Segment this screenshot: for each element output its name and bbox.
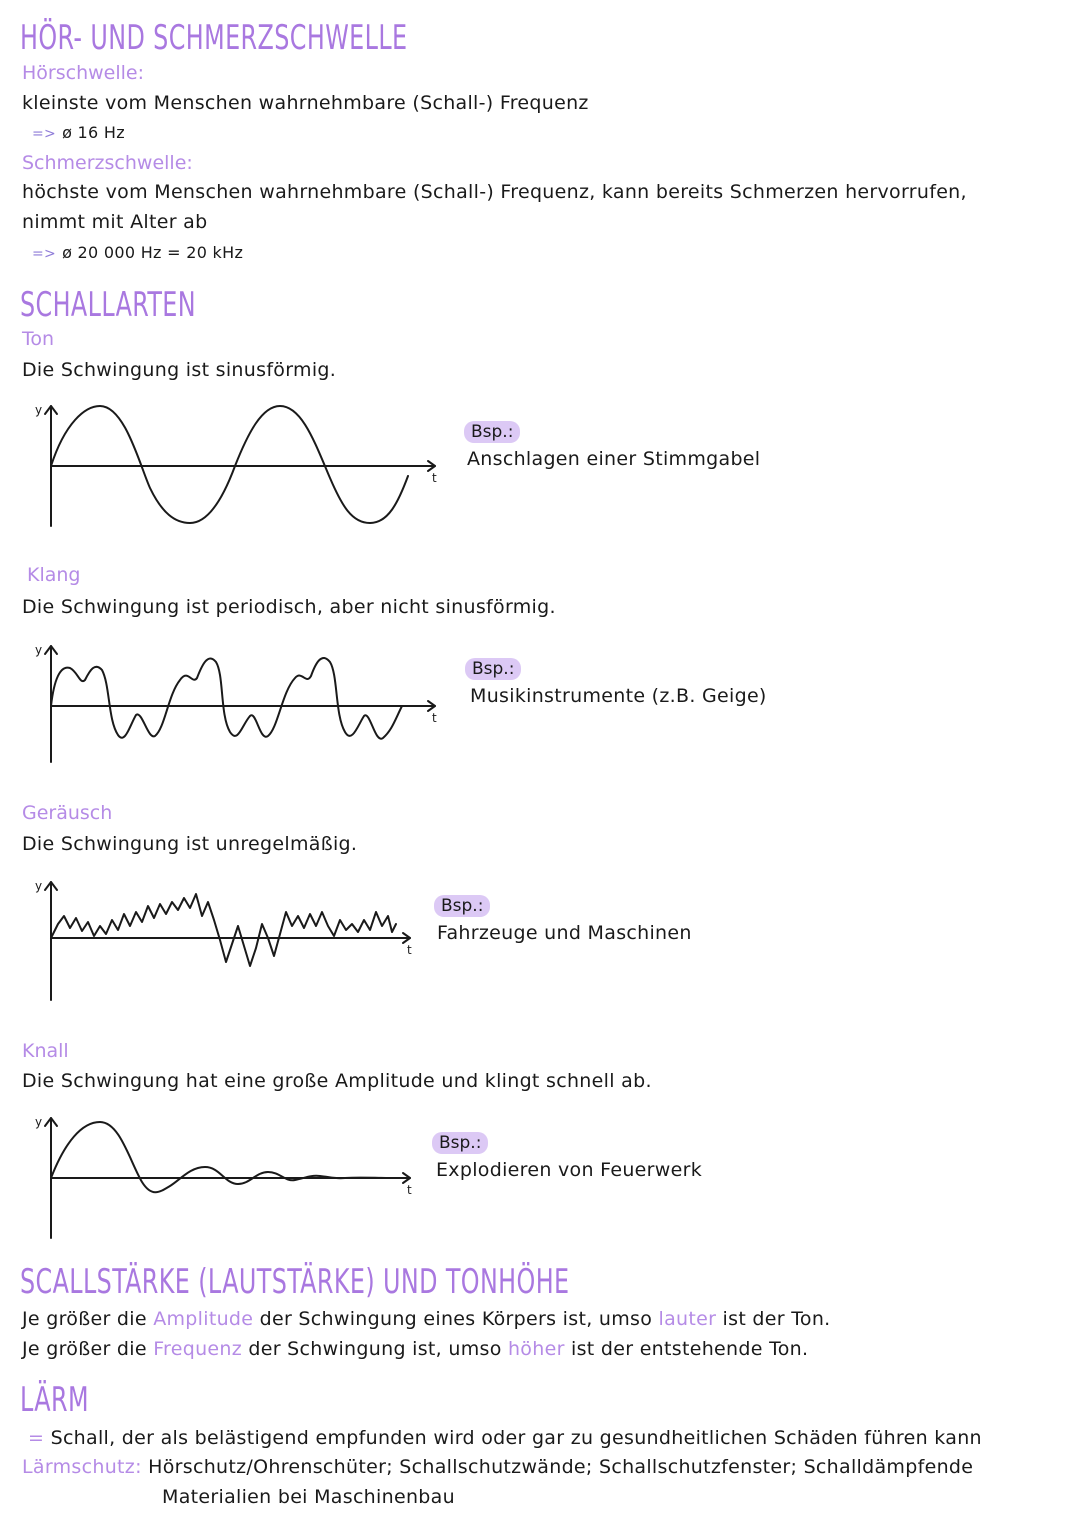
text-klang: Die Schwingung ist periodisch, aber nicht sinusförmig.	[22, 596, 556, 618]
wave-geraeusch	[51, 894, 396, 966]
wave-klang	[51, 658, 402, 739]
heading-hoer-schmerzschwelle: HÖR- UND SCHMERZSCHWELLE	[20, 18, 408, 58]
heading-schallarten: SCHALLARTEN	[20, 285, 196, 325]
wave-ton	[51, 406, 408, 523]
value-hoerschwelle	[32, 123, 125, 142]
text-schmerzschwelle-2: nimmt mit Alter ab	[22, 211, 208, 233]
highlight-frequenz: Frequenz	[153, 1338, 243, 1360]
text-ton: Die Schwingung ist sinusförmig.	[22, 359, 337, 381]
bsp-badge-geraeusch: Bsp.:	[434, 895, 490, 917]
wave-geraeusch-diagram	[30, 876, 430, 1004]
text-laermschutz-2: Materialien bei Maschinenbau	[162, 1486, 455, 1508]
label-laermschutz: Lärmschutz:	[22, 1456, 142, 1478]
equals-sign: =	[28, 1427, 45, 1449]
label-hoerschwelle: Hörschwelle:	[22, 62, 144, 84]
hoerschwelle-value: ø 16 Hz	[62, 123, 125, 142]
text-laerm-definition: = Schall, der als belästigend empfunden wird oder gar zu gesundheitlichen Schäden führen kann	[28, 1427, 982, 1449]
wave-ton-diagram	[30, 398, 450, 530]
t-axis-label: t	[407, 943, 412, 957]
text-knall: Die Schwingung hat eine große Amplitude und klingt schnell ab.	[22, 1070, 652, 1092]
label-geraeusch: Geräusch	[22, 802, 113, 824]
heading-laerm: LÄRM	[20, 1380, 89, 1420]
y-axis-label: y	[35, 1115, 43, 1129]
highlight-amplitude: Amplitude	[153, 1308, 254, 1330]
highlight-hoeher: höher	[507, 1338, 565, 1360]
example-klang: Musikinstrumente (z.B. Geige)	[470, 685, 767, 707]
arrow-icon: =>	[32, 246, 57, 262]
text-amplitude-line: Je größer die Amplitude der Schwingung eines Körpers ist, umso lauter ist der Ton.	[22, 1308, 831, 1330]
t-axis-label: t	[432, 471, 437, 485]
bsp-badge-ton: Bsp.:	[464, 421, 520, 443]
y-axis-label: y	[35, 879, 43, 893]
example-geraeusch: Fahrzeuge und Maschinen	[437, 922, 692, 944]
y-axis-label: y	[35, 403, 43, 417]
text-hoerschwelle: kleinste vom Menschen wahrnehmbare (Schall-) Frequenz	[22, 92, 589, 114]
text-geraeusch: Die Schwingung ist unregelmäßig.	[22, 833, 358, 855]
label-ton: Ton	[22, 328, 55, 350]
t-axis-label: t	[432, 711, 437, 725]
wave-knall-diagram	[30, 1112, 430, 1242]
text-schmerzschwelle-1: höchste vom Menschen wahrnehmbare (Schall-) Frequenz, kann bereits Schmerzen hervorrufen,	[22, 181, 967, 203]
example-knall: Explodieren von Feuerwerk	[436, 1159, 703, 1181]
wave-knall	[51, 1122, 390, 1192]
label-klang: Klang	[27, 564, 81, 586]
wave-klang-diagram	[30, 640, 450, 766]
schmerzschwelle-value: ø 20 000 Hz = 20 kHz	[62, 243, 244, 262]
example-ton: Anschlagen einer Stimmgabel	[467, 448, 761, 470]
arrow-icon: =>	[32, 126, 57, 142]
label-knall: Knall	[22, 1040, 69, 1062]
bsp-badge-klang: Bsp.:	[465, 658, 521, 680]
highlight-lauter: lauter	[658, 1308, 717, 1330]
t-axis-label: t	[407, 1183, 412, 1197]
y-axis-label: y	[35, 643, 43, 657]
text-frequenz-line: Je größer die Frequenz der Schwingung ist, umso höher ist der entstehende Ton.	[22, 1338, 809, 1360]
value-schmerzschwelle	[32, 243, 243, 262]
bsp-badge-knall: Bsp.:	[432, 1132, 488, 1154]
heading-schallstaerke: SCALLSTÄRKE (LAUTSTÄRKE) UND TONHÖHE	[20, 1262, 570, 1302]
label-schmerzschwelle: Schmerzschwelle:	[22, 152, 193, 174]
text-laermschutz: Lärmschutz: Hörschutz/Ohrenschüter; Schallschutzwände; Schallschutzfenster; Schalldämpfende	[22, 1456, 974, 1478]
